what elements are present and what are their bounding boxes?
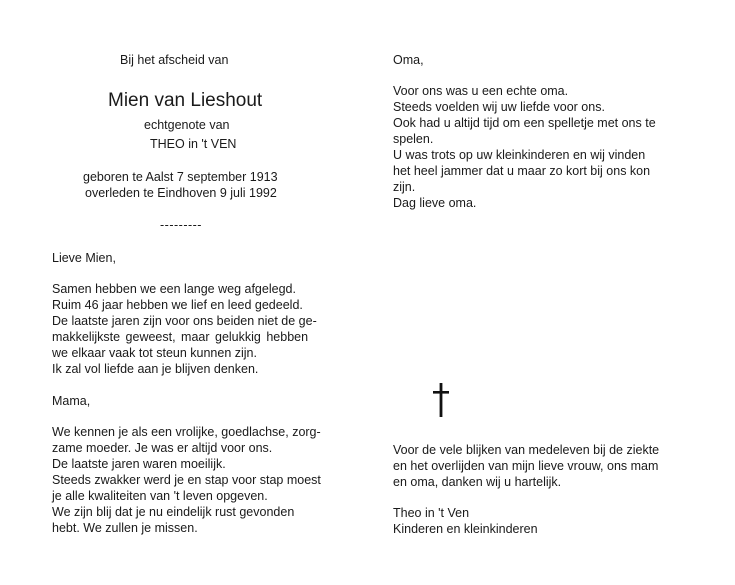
text-line: Ruim 46 jaar hebben we lief en leed gedeeld. xyxy=(52,298,303,312)
text-line: we elkaar vaak tot steun kunnen zijn. xyxy=(52,346,257,360)
text-line: Voor de vele blijken van medeleven bij de ziekte xyxy=(393,443,660,457)
text-line: en het overlijden van mijn lieve vrouw, ons mam xyxy=(393,459,659,473)
signature-line: Kinderen en kleinkinderen xyxy=(393,522,538,536)
spouse-name: THEO in 't VEN xyxy=(150,137,237,151)
text-line: We zijn blij dat je nu eindelijk rust gevonden xyxy=(52,505,295,519)
text-line: je alle kwaliteiten van 't leven opgeven. xyxy=(52,489,268,503)
text-line: Ik zal vol liefde aan je blijven denken. xyxy=(52,362,259,376)
signature-line: Theo in 't Ven xyxy=(393,506,470,520)
text-line: Steeds zwakker werd je en stap voor stap moest xyxy=(52,473,321,487)
text-line: en oma, danken wij u hartelijk. xyxy=(393,475,562,489)
text-line: Dag lieve oma. xyxy=(393,196,477,210)
text-line: hebt. We zullen je missen. xyxy=(52,521,198,535)
text-line: Voor ons was u een echte oma. xyxy=(393,84,569,98)
birth-line: geboren te Aalst 7 september 1913 xyxy=(83,170,278,184)
text-line: Samen hebben we een lange weg afgelegd. xyxy=(52,282,296,296)
death-line: overleden te Eindhoven 9 juli 1992 xyxy=(85,186,277,200)
text-line: We kennen je als een vrolijke, goedlachse, zorg- xyxy=(52,425,321,439)
text-line: De laatste jaren zijn voor ons beiden niet de ge- xyxy=(52,314,317,328)
text-line: makkelijkste geweest, maar gelukkig hebben xyxy=(52,330,309,344)
spouse-label: echtgenote van xyxy=(144,118,230,132)
text-line: U was trots op uw kleinkinderen en wij vinden xyxy=(393,148,646,162)
intro-text: Bij het afscheid van xyxy=(120,53,229,67)
text-line: zame moeder. Je was er altijd voor ons. xyxy=(52,441,273,455)
text-line: Ook had u altijd tijd om een spelletje met ons te xyxy=(393,116,656,130)
deceased-name: Mien van Lieshout xyxy=(108,90,263,111)
text-line: zijn. xyxy=(393,180,416,194)
text-line: De laatste jaren waren moeilijk. xyxy=(52,457,226,471)
salutation-mama: Mama, xyxy=(52,394,91,408)
salutation-mien: Lieve Mien, xyxy=(52,251,116,265)
divider: --------- xyxy=(160,218,202,232)
text-line: het heel jammer dat u maar zo kort bij ons kon xyxy=(393,164,651,178)
text-line: spelen. xyxy=(393,132,434,146)
salutation-oma: Oma, xyxy=(393,53,424,67)
cross-icon xyxy=(431,382,451,418)
text-line: Steeds voelden wij uw liefde voor ons. xyxy=(393,100,605,114)
